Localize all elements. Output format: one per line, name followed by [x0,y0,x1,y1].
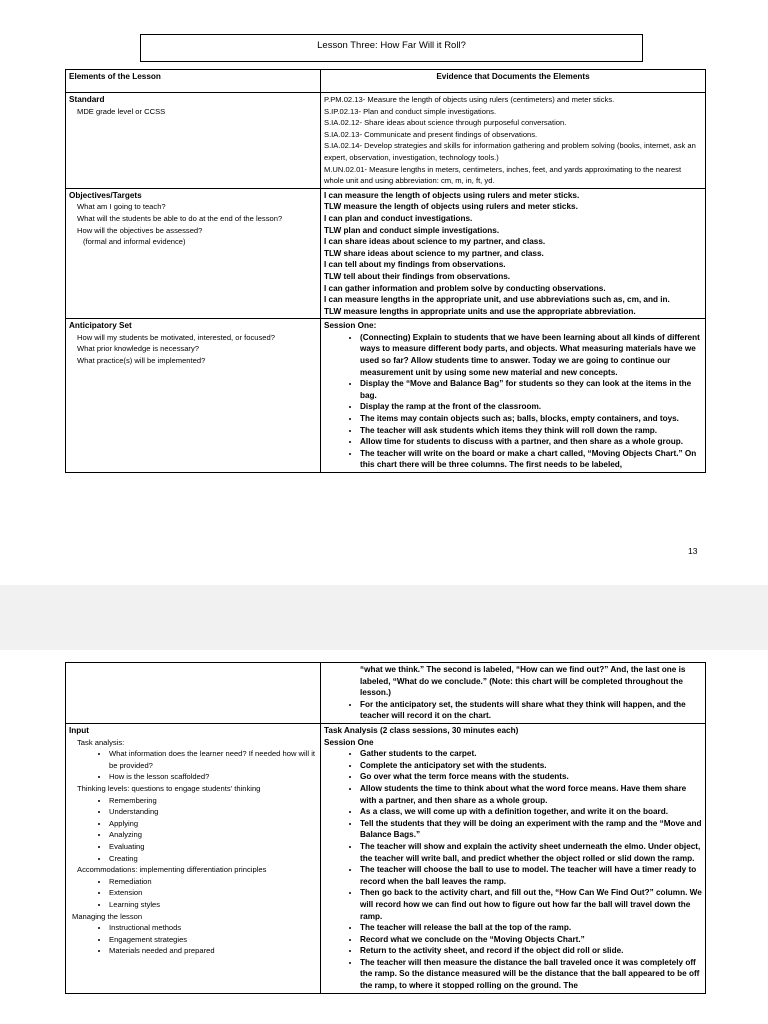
objectives-row [66,188,706,319]
list-item: • The teacher will release the ball at the top of the ramp. [360,922,702,934]
objective-line: I can measure the length of objects using rulers and meter sticks. [324,190,580,200]
objectives-sub: What will the students be able to do at the end of the lesson? [77,213,283,223]
lesson-table-page-13 [65,69,706,473]
objectives-sub-note: (formal and informal evidence) [83,237,186,247]
thinking-levels-label: Thinking levels: questions to engage students' thinking [77,783,261,793]
list-item: • Go over what the term force means with the students. [360,771,702,783]
list-item: • Applying [109,818,317,830]
page-number: 13 [688,546,698,556]
anticipatory-list [324,332,702,471]
objective-line: TLW tell about their findings from observations. [324,271,511,281]
session-label: Session One [324,737,374,747]
input-heading: Input [69,726,90,735]
objective-line: I can plan and conduct investigations. [324,213,473,223]
standard-line: M.UN.02.01- Measure lengths in meters, centimeters, inches, feet, and yards approximating to the nearest whole unit and using abbreviation: cm, m, in, ft, yd. [324,164,682,186]
objective-line: I can share ideas about science to my partner, and class. [324,237,546,247]
input-row [66,724,706,994]
list-item: • Extension [109,887,317,899]
list-item: • Evaluating [109,841,317,853]
list-item: • Creating [109,853,317,865]
header-elements: Elements of the Lesson [66,70,321,93]
list-item: • Record what we conclude on the “Moving Objects Chart.” [360,934,702,946]
standard-sub: MDE grade level or CCSS [77,106,166,116]
objective-line: TLW share ideas about science to my partner, and class. [324,248,544,258]
list-item: • The teacher will choose the ball to use to model. The teacher will have a timer ready to record when the ball leaves the ramp. [360,864,702,887]
list-item: • Then go back to the activity chart, and fill out the, “How Can We Find Out?” column. We will record how we can find out how to figure out how far the ball will travel down the ramp. [360,887,702,922]
page-gap [0,585,768,650]
task-heading: Task Analysis (2 class sessions, 30 minutes each) [324,726,519,735]
managing-label: Managing the lesson [72,911,143,921]
list-item: • Remembering [109,795,317,807]
list-item: • Analyzing [109,829,317,841]
list-item: • Understanding [109,806,317,818]
list-item: • Allow students the time to think about what the word force means. Have them share with a partner, and then share as a whole group. [360,783,702,806]
table-header-row [66,70,706,93]
objective-line: TLW plan and conduct simple investigations. [324,225,500,235]
list-item: • Gather students to the carpet. [360,748,702,760]
anticipatory-row [66,319,706,473]
anticipatory-sub: What prior knowledge is necessary? [77,344,199,354]
continuation-text: “what we think.” The second is labeled, “How can we find out?” And, the last one is labeled, “What do we conclude.” (Note: this chart will be completed throughout the lesson.) [360,665,686,698]
anticipatory-sub: What practice(s) will be implemented? [77,356,206,366]
task-list [324,748,702,991]
continuation-row [66,663,706,724]
anticipatory-sub: How will my students be motivated, interested, or focused? [77,332,275,342]
standard-line: S.IA.02.13- Communicate and present findings of observations. [324,129,538,139]
list-item: • Return to the activity sheet, and record if the object did roll or slide. [360,945,702,957]
list-item: • (Connecting) Explain to students that we have been learning about all kinds of different ways to measure different body parts, and objects. What measuring materials have we used so far? Allow students time to answer. Today we are going to continue our measurement unit by using some new material and new concepts. [360,332,702,378]
standard-row [66,93,706,189]
session-label: Session One: [324,321,377,331]
standard-line: P.PM.02.13- Measure the length of objects using rulers (centimeters) and meter sticks. [324,95,615,104]
standard-line: S.IP.02.13- Plan and conduct simple investigations. [324,106,497,116]
thinking-levels-list [69,795,317,865]
list-item: • Complete the anticipatory set with the students. [360,760,702,772]
lesson-table-page-14 [65,662,706,994]
list-item: • Remediation [109,876,317,888]
page-14 [0,650,768,1024]
list-item: • For the anticipatory set, the students will share what they think will happen, and the teacher will record it on the chart. [360,699,702,722]
accommodations-label: Accommodations: implementing differentiation principles [77,865,267,875]
list-item: • The teacher will show and explain the activity sheet underneath the elmo. Under object, the teacher will write ball, and predict whether the object rolled or slid down the ramp. [360,841,702,864]
list-item: • The teacher will ask students which items they think will roll down the ramp. [360,425,702,437]
managing-list [69,922,317,957]
list-item: • The items may contain objects such as; balls, blocks, empty containers, and toys. [360,413,702,425]
list-item: • Instructional methods [109,922,317,934]
objective-line: TLW measure the length of objects using rulers and meter sticks. [324,202,578,212]
objective-line: I can gather information and problem solve by conducting observations. [324,283,606,293]
continuation-list [324,699,702,722]
list-item: • Allow time for students to discuss with a partner, and then share as a whole group. [360,436,702,448]
lesson-title: Lesson Three: How Far Will it Roll? [140,34,643,62]
standard-heading: Standard [69,95,105,104]
task-analysis-label: Task analysis: [77,737,125,747]
anticipatory-heading: Anticipatory Set [69,321,132,331]
list-item: • Materials needed and prepared [109,945,317,957]
objectives-sub: What am I going to teach? [77,202,166,212]
objectives-heading: Objectives/Targets [69,190,142,200]
list-item: • What information does the learner need? If needed how will it be provided? [109,748,317,771]
list-item: • Engagement strategies [109,934,317,946]
list-item: • Tell the students that they will be doing an experiment with the ramp and the “Move and Balance Bags.” [360,818,702,841]
objective-line: I can tell about my findings from observations. [324,260,506,270]
list-item: • Learning styles [109,899,317,911]
list-item: • Display the “Move and Balance Bag” for students so they can look at the items in the bag. [360,378,702,401]
objective-line: TLW measure lengths in appropriate units and use the appropriate abbreviation. [324,306,636,316]
objectives-sub: How will the objectives be assessed? [77,225,203,235]
list-item: • The teacher will write on the board or make a chart called, “Moving Objects Chart.” On this chart there will be three columns. The first needs to be labeled, [360,448,702,471]
standard-line: S.IA.02.12- Share ideas about science through purposeful conversation. [324,118,567,128]
header-evidence: Evidence that Documents the Elements [321,70,706,93]
list-item: • The teacher will then measure the distance the ball traveled once it was completely off the ramp. So the distance measured will be the distance that the ball appeared to be off the ramp, to where it stopped rolling on the ground. The [360,957,702,992]
accommodations-list [69,876,317,911]
list-item: • How is the lesson scaffolded? [109,771,317,783]
list-item: • As a class, we will come up with a definition together, and write it on the board. [360,806,702,818]
list-item: • Display the ramp at the front of the classroom. [360,401,702,413]
objective-line: I can measure lengths in the appropriate unit, and use abbreviations such as, cm, and in. [324,295,670,305]
task-analysis-list [69,748,317,783]
standard-line: S.IA.02.14- Develop strategies and skills for information gathering and problem solving (books, internet, ask an expert, observation, investigation, technology tools.) [324,141,696,162]
